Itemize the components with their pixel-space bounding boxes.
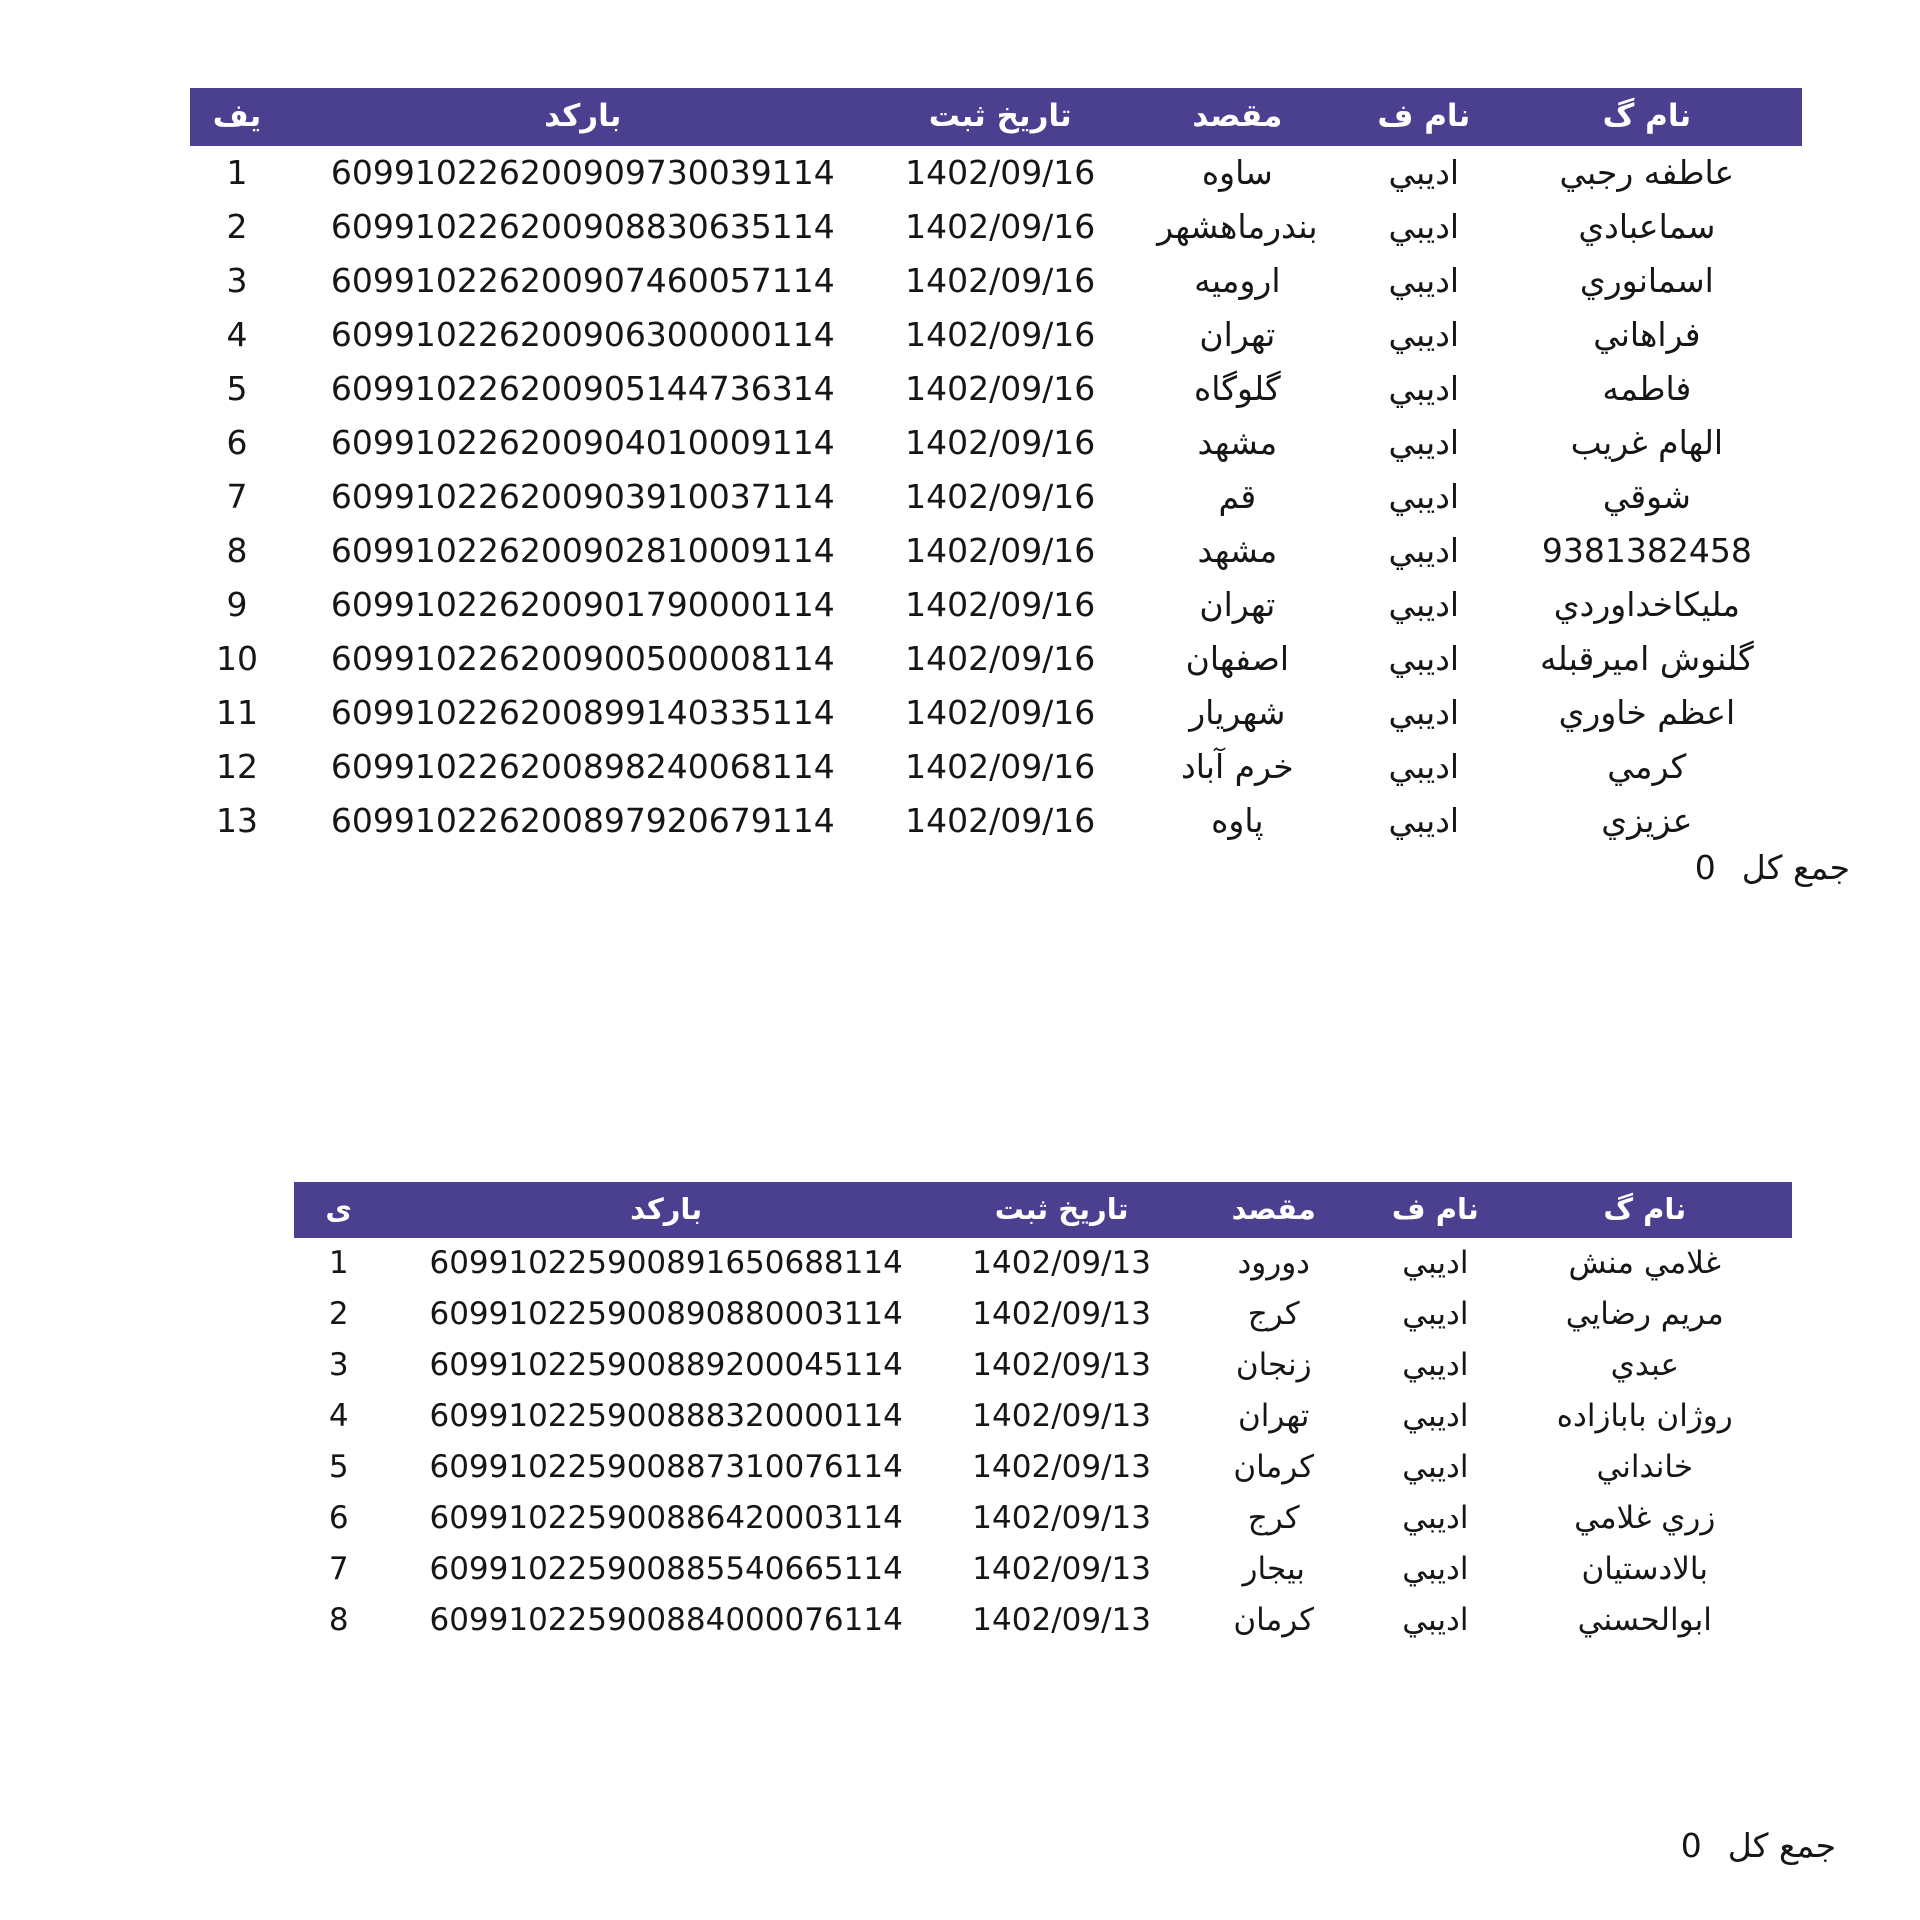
cell-name-f: ادیبي xyxy=(1373,1544,1497,1595)
cell-index: 11 xyxy=(190,686,284,740)
table-row xyxy=(190,200,1802,254)
cell-barcode: 609910226200900500008114 xyxy=(284,632,882,686)
shipment-table-2-block xyxy=(294,1182,1792,1646)
cell-destination: اصفهان xyxy=(1119,632,1356,686)
cell-register-date: 1402/09/16 xyxy=(882,794,1119,848)
cell-name-f: ادیبي xyxy=(1373,1289,1497,1340)
cell-destination: خرم آباد xyxy=(1119,740,1356,794)
cell-register-date: 1402/09/16 xyxy=(882,416,1119,470)
cell-index: 5 xyxy=(294,1442,383,1493)
cell-name-g: اسمانوري xyxy=(1492,254,1802,308)
cell-barcode: 609910226200902810009114 xyxy=(284,524,882,578)
cell-index: 2 xyxy=(190,200,284,254)
cell-name-g: عاطفه رجبي xyxy=(1492,146,1802,200)
cell-destination: زنجان xyxy=(1174,1340,1373,1391)
table-1-total-label: جمع کل xyxy=(1741,848,1850,887)
table-2-body xyxy=(294,1238,1792,1646)
cell-destination: اروميه xyxy=(1119,254,1356,308)
cell-name-f: ادیبي xyxy=(1356,524,1492,578)
shipment-table-1-block xyxy=(190,88,1802,848)
cell-index: 7 xyxy=(190,470,284,524)
cell-barcode: 609910226200901790000114 xyxy=(284,578,882,632)
cell-name-g: خانداني xyxy=(1498,1442,1792,1493)
cell-index: 8 xyxy=(190,524,284,578)
cell-name-g: بالادستیان xyxy=(1498,1544,1792,1595)
cell-barcode: 609910225900888320000114 xyxy=(383,1391,949,1442)
table-2-header xyxy=(294,1182,1792,1238)
cell-name-g: روژان بابازاده xyxy=(1498,1391,1792,1442)
cell-barcode: 609910226200905144736314 xyxy=(284,362,882,416)
cell-index: 10 xyxy=(190,632,284,686)
table-1-header-row xyxy=(190,88,1802,146)
cell-index: 8 xyxy=(294,1595,383,1646)
cell-name-g: عبدي xyxy=(1498,1340,1792,1391)
cell-register-date: 1402/09/16 xyxy=(882,254,1119,308)
cell-index: 1 xyxy=(190,146,284,200)
cell-barcode: 609910225900891650688114 xyxy=(383,1238,949,1289)
cell-name-f: ادیبي xyxy=(1356,794,1492,848)
table-row xyxy=(190,740,1802,794)
cell-register-date: 1402/09/16 xyxy=(882,200,1119,254)
cell-index: 12 xyxy=(190,740,284,794)
cell-name-g: فاطمه xyxy=(1492,362,1802,416)
table-row xyxy=(190,416,1802,470)
table-row xyxy=(190,524,1802,578)
cell-barcode: 609910226200898240068114 xyxy=(284,740,882,794)
table-row xyxy=(190,470,1802,524)
cell-barcode: 609910226200907460057114 xyxy=(284,254,882,308)
cell-register-date: 1402/09/13 xyxy=(949,1391,1174,1442)
table-row xyxy=(190,308,1802,362)
cell-register-date: 1402/09/13 xyxy=(949,1442,1174,1493)
table-1-body xyxy=(190,146,1802,848)
cell-name-g: فراهاني xyxy=(1492,308,1802,362)
cell-name-g: اعظم خاوري xyxy=(1492,686,1802,740)
cell-index: 7 xyxy=(294,1544,383,1595)
cell-register-date: 1402/09/16 xyxy=(882,362,1119,416)
column-header-name-g: نام گ xyxy=(1498,1182,1792,1238)
cell-name-g: زري غلامي xyxy=(1498,1493,1792,1544)
cell-name-f: ادیبي xyxy=(1356,416,1492,470)
cell-name-g: مليكاخداوردي xyxy=(1492,578,1802,632)
cell-index: 3 xyxy=(190,254,284,308)
cell-destination: تهران xyxy=(1119,578,1356,632)
cell-name-g: سماعبادي xyxy=(1492,200,1802,254)
cell-name-f: ادیبي xyxy=(1356,146,1492,200)
cell-barcode: 609910226200899140335114 xyxy=(284,686,882,740)
table-1-total-row xyxy=(1695,848,1850,887)
table-row xyxy=(294,1544,1792,1595)
cell-register-date: 1402/09/16 xyxy=(882,740,1119,794)
cell-name-g: گلنوش اميرقبله xyxy=(1492,632,1802,686)
table-2-header-row xyxy=(294,1182,1792,1238)
cell-destination: دورود xyxy=(1174,1238,1373,1289)
cell-register-date: 1402/09/16 xyxy=(882,524,1119,578)
cell-barcode: 609910226200897920679114 xyxy=(284,794,882,848)
cell-register-date: 1402/09/16 xyxy=(882,470,1119,524)
column-header-name-f: نام ف xyxy=(1356,88,1492,146)
cell-barcode: 609910225900885540665114 xyxy=(383,1544,949,1595)
table-row xyxy=(294,1595,1792,1646)
cell-name-f: ادیبي xyxy=(1373,1340,1497,1391)
cell-index: 3 xyxy=(294,1340,383,1391)
column-header-register-date: تاریخ ثبت xyxy=(949,1182,1174,1238)
cell-index: 6 xyxy=(294,1493,383,1544)
cell-barcode: 609910226200903910037114 xyxy=(284,470,882,524)
cell-register-date: 1402/09/16 xyxy=(882,308,1119,362)
cell-name-g: شوقي xyxy=(1492,470,1802,524)
table-1-header xyxy=(190,88,1802,146)
cell-destination: قم xyxy=(1119,470,1356,524)
cell-register-date: 1402/09/16 xyxy=(882,632,1119,686)
table-row xyxy=(190,362,1802,416)
cell-index: 2 xyxy=(294,1289,383,1340)
column-header-name-g: نام گ xyxy=(1492,88,1802,146)
cell-barcode: 609910225900884000076114 xyxy=(383,1595,949,1646)
column-header-barcode: بارکد xyxy=(284,88,882,146)
cell-index: 4 xyxy=(294,1391,383,1442)
table-2-total-label: جمع کل xyxy=(1727,1826,1836,1865)
column-header-index: یف xyxy=(190,88,284,146)
cell-name-f: ادیبي xyxy=(1373,1238,1497,1289)
cell-barcode: 609910225900886420003114 xyxy=(383,1493,949,1544)
cell-name-f: ادیبي xyxy=(1373,1493,1497,1544)
cell-name-g: الهام غريب xyxy=(1492,416,1802,470)
cell-index: 4 xyxy=(190,308,284,362)
cell-name-f: ادیبي xyxy=(1356,254,1492,308)
shipment-table-1 xyxy=(190,88,1802,848)
cell-name-g: عزيزي xyxy=(1492,794,1802,848)
cell-index: 13 xyxy=(190,794,284,848)
cell-barcode: 609910225900887310076114 xyxy=(383,1442,949,1493)
cell-name-f: ادیبي xyxy=(1373,1391,1497,1442)
cell-name-g: غلامي منش xyxy=(1498,1238,1792,1289)
column-header-name-f: نام ف xyxy=(1373,1182,1497,1238)
cell-register-date: 1402/09/13 xyxy=(949,1544,1174,1595)
cell-destination: تهران xyxy=(1119,308,1356,362)
cell-barcode: 609910226200908830635114 xyxy=(284,200,882,254)
cell-name-f: ادیبي xyxy=(1356,740,1492,794)
table-2-total-row xyxy=(1681,1826,1836,1865)
cell-destination: ساوه xyxy=(1119,146,1356,200)
cell-barcode: 609910225900890880003114 xyxy=(383,1289,949,1340)
cell-register-date: 1402/09/13 xyxy=(949,1595,1174,1646)
cell-destination: کرج xyxy=(1174,1289,1373,1340)
cell-index: 6 xyxy=(190,416,284,470)
column-header-destination: مقصد xyxy=(1119,88,1356,146)
cell-name-g: مریم رضایي xyxy=(1498,1289,1792,1340)
cell-name-f: ادیبي xyxy=(1356,632,1492,686)
cell-destination: کرج xyxy=(1174,1493,1373,1544)
column-header-register-date: تاریخ ثبت xyxy=(882,88,1119,146)
cell-register-date: 1402/09/13 xyxy=(949,1289,1174,1340)
cell-name-f: ادیبي xyxy=(1356,200,1492,254)
cell-name-f: ادیبي xyxy=(1373,1595,1497,1646)
shipment-table-2 xyxy=(294,1182,1792,1646)
cell-register-date: 1402/09/13 xyxy=(949,1493,1174,1544)
table-row xyxy=(294,1442,1792,1493)
cell-register-date: 1402/09/13 xyxy=(949,1340,1174,1391)
cell-register-date: 1402/09/16 xyxy=(882,146,1119,200)
cell-barcode: 609910226200909730039114 xyxy=(284,146,882,200)
cell-name-f: ادیبي xyxy=(1356,308,1492,362)
table-row xyxy=(294,1238,1792,1289)
cell-index: 5 xyxy=(190,362,284,416)
cell-name-f: ادیبي xyxy=(1356,362,1492,416)
cell-barcode: 609910225900889200045114 xyxy=(383,1340,949,1391)
cell-index: 9 xyxy=(190,578,284,632)
cell-destination: شهریار xyxy=(1119,686,1356,740)
cell-register-date: 1402/09/16 xyxy=(882,578,1119,632)
cell-register-date: 1402/09/13 xyxy=(949,1238,1174,1289)
cell-name-f: ادیبي xyxy=(1356,578,1492,632)
cell-name-g: ابوالحسني xyxy=(1498,1595,1792,1646)
cell-destination: تهران xyxy=(1174,1391,1373,1442)
cell-destination: گلوگاه xyxy=(1119,362,1356,416)
table-row xyxy=(190,146,1802,200)
table-row xyxy=(190,794,1802,848)
cell-destination: مشهد xyxy=(1119,416,1356,470)
cell-barcode: 609910226200906300000114 xyxy=(284,308,882,362)
cell-register-date: 1402/09/16 xyxy=(882,686,1119,740)
cell-destination: کرمان xyxy=(1174,1442,1373,1493)
column-header-index: ی xyxy=(294,1182,383,1238)
cell-name-f: ادیبي xyxy=(1356,686,1492,740)
column-header-destination: مقصد xyxy=(1174,1182,1373,1238)
cell-destination: بیجار xyxy=(1174,1544,1373,1595)
column-header-barcode: بارکد xyxy=(383,1182,949,1238)
cell-index: 1 xyxy=(294,1238,383,1289)
table-row xyxy=(294,1289,1792,1340)
cell-destination: پاوه xyxy=(1119,794,1356,848)
table-row xyxy=(190,686,1802,740)
table-row xyxy=(190,254,1802,308)
cell-destination: کرمان xyxy=(1174,1595,1373,1646)
cell-destination: بندرماهشهر xyxy=(1119,200,1356,254)
cell-name-f: ادیبي xyxy=(1373,1442,1497,1493)
cell-barcode: 609910226200904010009114 xyxy=(284,416,882,470)
table-row xyxy=(190,632,1802,686)
table-1-total-value: 0 xyxy=(1694,848,1716,887)
table-row xyxy=(294,1340,1792,1391)
table-row xyxy=(294,1493,1792,1544)
table-2-total-value: 0 xyxy=(1680,1826,1702,1865)
cell-name-g: كرمي xyxy=(1492,740,1802,794)
cell-name-f: ادیبي xyxy=(1356,470,1492,524)
table-row xyxy=(294,1391,1792,1442)
cell-name-g: 9381382458 xyxy=(1492,524,1802,578)
table-row xyxy=(190,578,1802,632)
cell-destination: مشهد xyxy=(1119,524,1356,578)
